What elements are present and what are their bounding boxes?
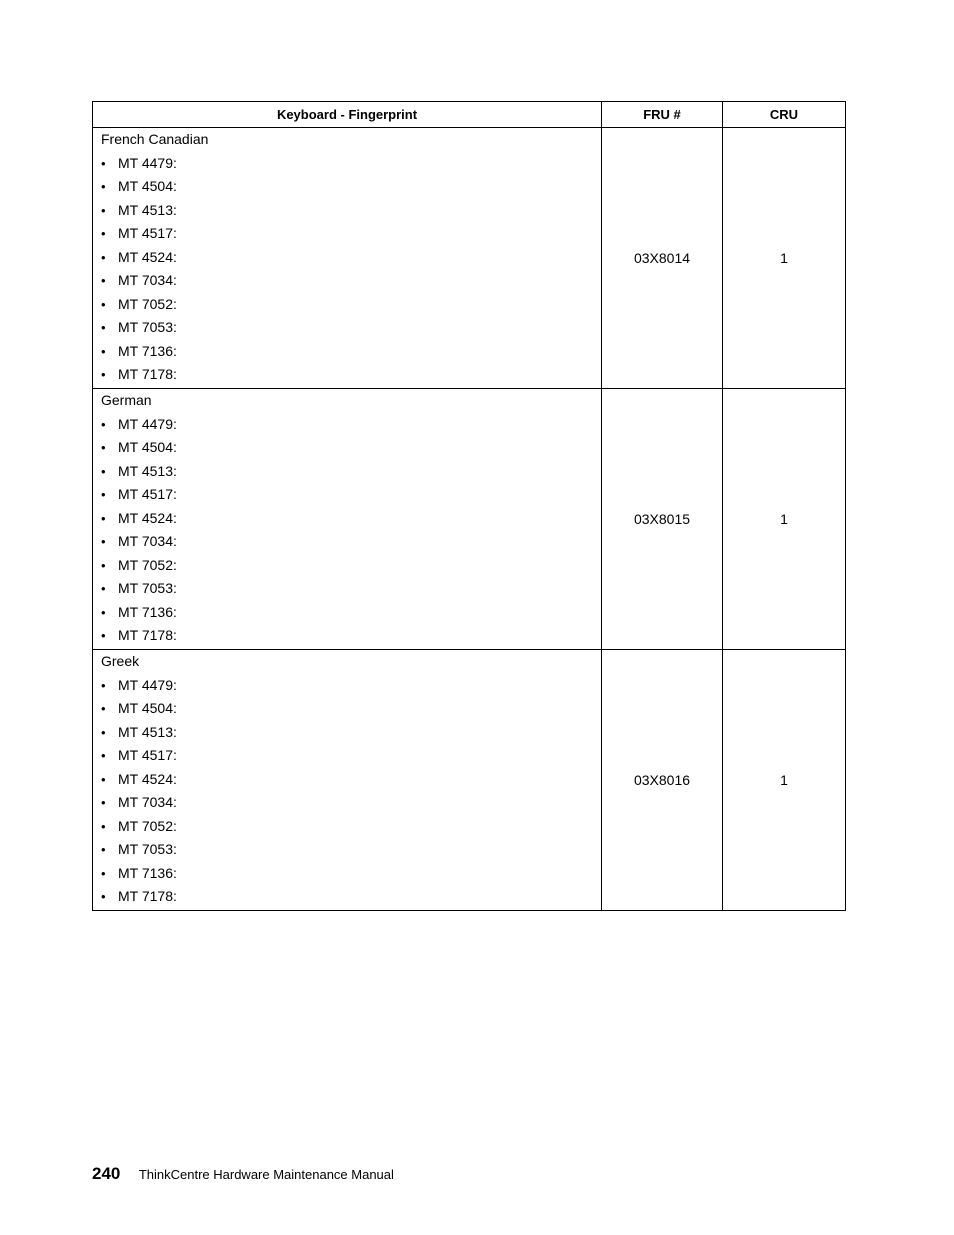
table-header <box>93 102 846 128</box>
page-footer <box>92 1164 394 1184</box>
machine-type: MT 4513: <box>118 201 177 218</box>
cru-cell: 1 <box>723 650 846 911</box>
bullet-icon: • <box>101 628 106 643</box>
machine-type: MT 4517: <box>118 486 177 502</box>
bullet-icon: • <box>101 249 106 265</box>
machine-type: MT 7034: <box>118 533 177 549</box>
list-item <box>93 340 601 364</box>
machine-type-list <box>93 674 601 909</box>
bullet-icon: • <box>101 343 106 359</box>
list-item <box>93 316 601 340</box>
machine-type: MT 4504: <box>118 178 177 194</box>
list-item <box>93 697 601 721</box>
list-item <box>93 624 601 648</box>
machine-type: MT 7034: <box>118 794 177 810</box>
keyboard-language: German <box>101 392 152 408</box>
machine-type: MT 4513: <box>118 462 177 479</box>
list-item <box>93 483 601 507</box>
list-item <box>93 507 601 531</box>
bullet-icon: • <box>101 296 106 312</box>
cru-cell: 1 <box>723 389 846 650</box>
fru-cell: 03X8015 <box>602 389 723 650</box>
bullet-icon: • <box>101 226 106 241</box>
bullet-icon: • <box>101 865 106 881</box>
machine-type: MT 7053: <box>118 580 177 596</box>
bullet-icon: • <box>101 818 106 834</box>
machine-type: MT 7136: <box>118 342 177 359</box>
machine-type: MT 4524: <box>118 248 177 265</box>
machine-type: MT 4504: <box>118 439 177 455</box>
bullet-icon: • <box>101 889 106 904</box>
header-fru: FRU # <box>602 102 723 128</box>
bullet-icon: • <box>101 367 106 382</box>
header-cru: CRU <box>723 102 846 128</box>
machine-type: MT 7053: <box>118 319 177 335</box>
list-item <box>93 815 601 839</box>
machine-type: MT 7178: <box>118 366 177 382</box>
machine-type: MT 7034: <box>118 272 177 288</box>
cru-cell: 1 <box>723 128 846 389</box>
bullet-icon: • <box>101 842 106 857</box>
list-item <box>93 768 601 792</box>
list-item <box>93 577 601 601</box>
list-item <box>93 152 601 176</box>
manual-title: ThinkCentre Hardware Maintenance Manual <box>138 1167 394 1182</box>
bullet-icon: • <box>101 155 106 171</box>
machine-type: MT 4517: <box>118 747 177 763</box>
list-item <box>93 293 601 317</box>
bullet-icon: • <box>101 416 106 432</box>
bullet-icon: • <box>101 724 106 740</box>
page-number: 240 <box>92 1164 121 1183</box>
header-row <box>93 102 846 128</box>
bullet-icon: • <box>101 510 106 526</box>
machine-type-list <box>93 152 601 387</box>
list-item <box>93 791 601 815</box>
machine-type: MT 7178: <box>118 627 177 643</box>
list-item <box>93 554 601 578</box>
parts-table <box>92 101 846 911</box>
machine-type: MT 4504: <box>118 700 177 716</box>
list-item <box>93 862 601 886</box>
bullet-icon: • <box>101 202 106 218</box>
bullet-icon: • <box>101 748 106 763</box>
list-item <box>93 413 601 437</box>
machine-type: MT 7052: <box>118 817 177 834</box>
machine-type: MT 7052: <box>118 556 177 573</box>
table-row <box>93 128 846 389</box>
description-cell <box>93 128 602 389</box>
list-item <box>93 885 601 909</box>
list-item <box>93 721 601 745</box>
fru-cell: 03X8014 <box>602 128 723 389</box>
bullet-icon: • <box>101 179 106 194</box>
bullet-icon: • <box>101 677 106 693</box>
table-body <box>93 128 846 911</box>
list-item <box>93 363 601 387</box>
bullet-icon: • <box>101 440 106 455</box>
machine-type: MT 7136: <box>118 603 177 620</box>
table-row <box>93 650 846 911</box>
table-row <box>93 389 846 650</box>
bullet-icon: • <box>101 320 106 335</box>
bullet-icon: • <box>101 771 106 787</box>
machine-type: MT 7053: <box>118 841 177 857</box>
list-item <box>93 838 601 862</box>
machine-type: MT 4479: <box>118 676 177 693</box>
keyboard-language: French Canadian <box>101 131 209 147</box>
machine-type: MT 7178: <box>118 888 177 904</box>
machine-type: MT 4524: <box>118 770 177 787</box>
list-item <box>93 246 601 270</box>
bullet-icon: • <box>101 487 106 502</box>
bullet-icon: • <box>101 534 106 549</box>
machine-type: MT 4517: <box>118 225 177 241</box>
bullet-icon: • <box>101 273 106 288</box>
list-item <box>93 436 601 460</box>
description-cell <box>93 650 602 911</box>
machine-type: MT 4479: <box>118 415 177 432</box>
list-item <box>93 222 601 246</box>
header-description: Keyboard - Fingerprint <box>93 102 602 128</box>
machine-type: MT 7052: <box>118 295 177 312</box>
list-item <box>93 175 601 199</box>
bullet-icon: • <box>101 795 106 810</box>
machine-type: MT 7136: <box>118 864 177 881</box>
fru-cell: 03X8016 <box>602 650 723 911</box>
machine-type: MT 4479: <box>118 154 177 171</box>
machine-type: MT 4524: <box>118 509 177 526</box>
bullet-icon: • <box>101 604 106 620</box>
bullet-icon: • <box>101 463 106 479</box>
machine-type-list <box>93 413 601 648</box>
list-item <box>93 744 601 768</box>
list-item <box>93 460 601 484</box>
list-item <box>93 269 601 293</box>
machine-type: MT 4513: <box>118 723 177 740</box>
list-item <box>93 601 601 625</box>
list-item <box>93 199 601 223</box>
list-item <box>93 530 601 554</box>
list-item <box>93 674 601 698</box>
description-cell <box>93 389 602 650</box>
bullet-icon: • <box>101 701 106 716</box>
bullet-icon: • <box>101 557 106 573</box>
bullet-icon: • <box>101 581 106 596</box>
keyboard-language: Greek <box>101 653 140 669</box>
